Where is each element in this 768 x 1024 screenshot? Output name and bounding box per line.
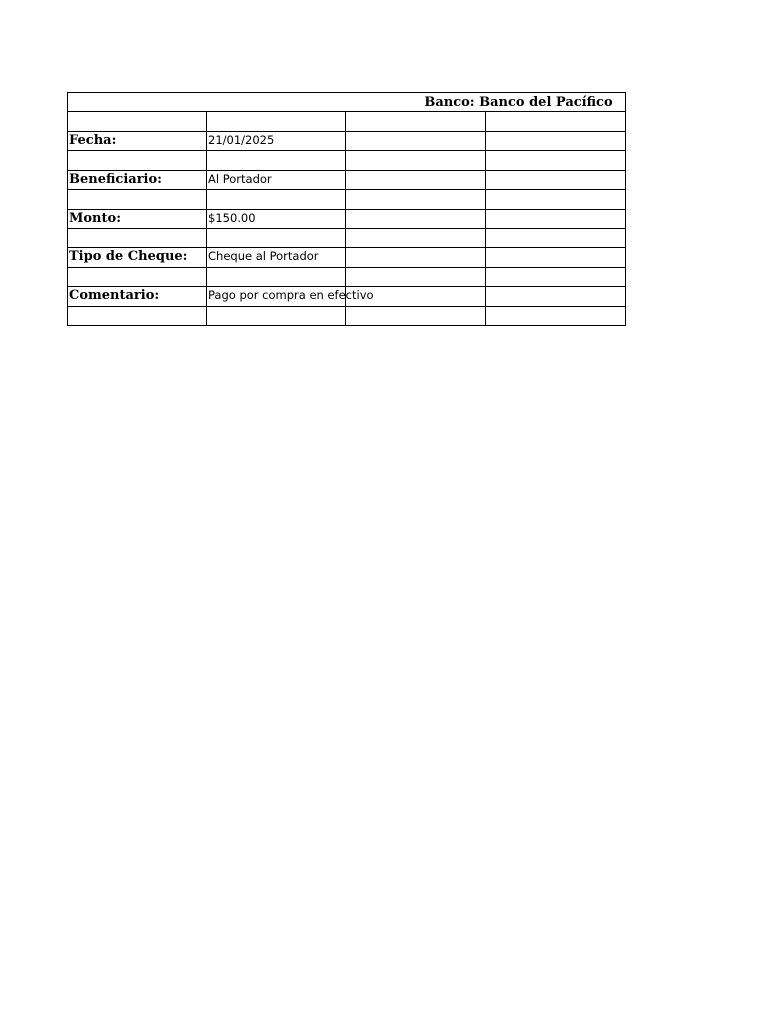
grid-line (67, 150, 626, 151)
grid-line (67, 209, 626, 210)
monto-label: Monto: (69, 211, 121, 226)
beneficiario-value: Al Portador (208, 172, 272, 186)
bank-title: Banco: Banco del Pacífico (424, 95, 613, 110)
cheque-sheet (67, 92, 626, 326)
grid-line (67, 189, 626, 190)
grid-line (67, 228, 626, 229)
grid-line (67, 131, 626, 132)
grid-line (67, 325, 626, 326)
tipo-cheque-value: Cheque al Portador (208, 249, 319, 263)
grid-line (206, 111, 207, 326)
grid-line (67, 267, 626, 268)
grid-line (485, 111, 486, 326)
comentario-label: Comentario: (69, 288, 160, 303)
fecha-label: Fecha: (69, 133, 117, 148)
monto-value: $150.00 (208, 211, 256, 225)
tipo-cheque-label: Tipo de Cheque: (69, 249, 188, 264)
fecha-value: 21/01/2025 (208, 133, 275, 147)
grid-line (67, 306, 626, 307)
beneficiario-label: Beneficiario: (69, 172, 162, 187)
grid-line (67, 92, 68, 326)
comentario-value: Pago por compra en efectivo (208, 288, 374, 302)
grid-line (625, 92, 626, 326)
